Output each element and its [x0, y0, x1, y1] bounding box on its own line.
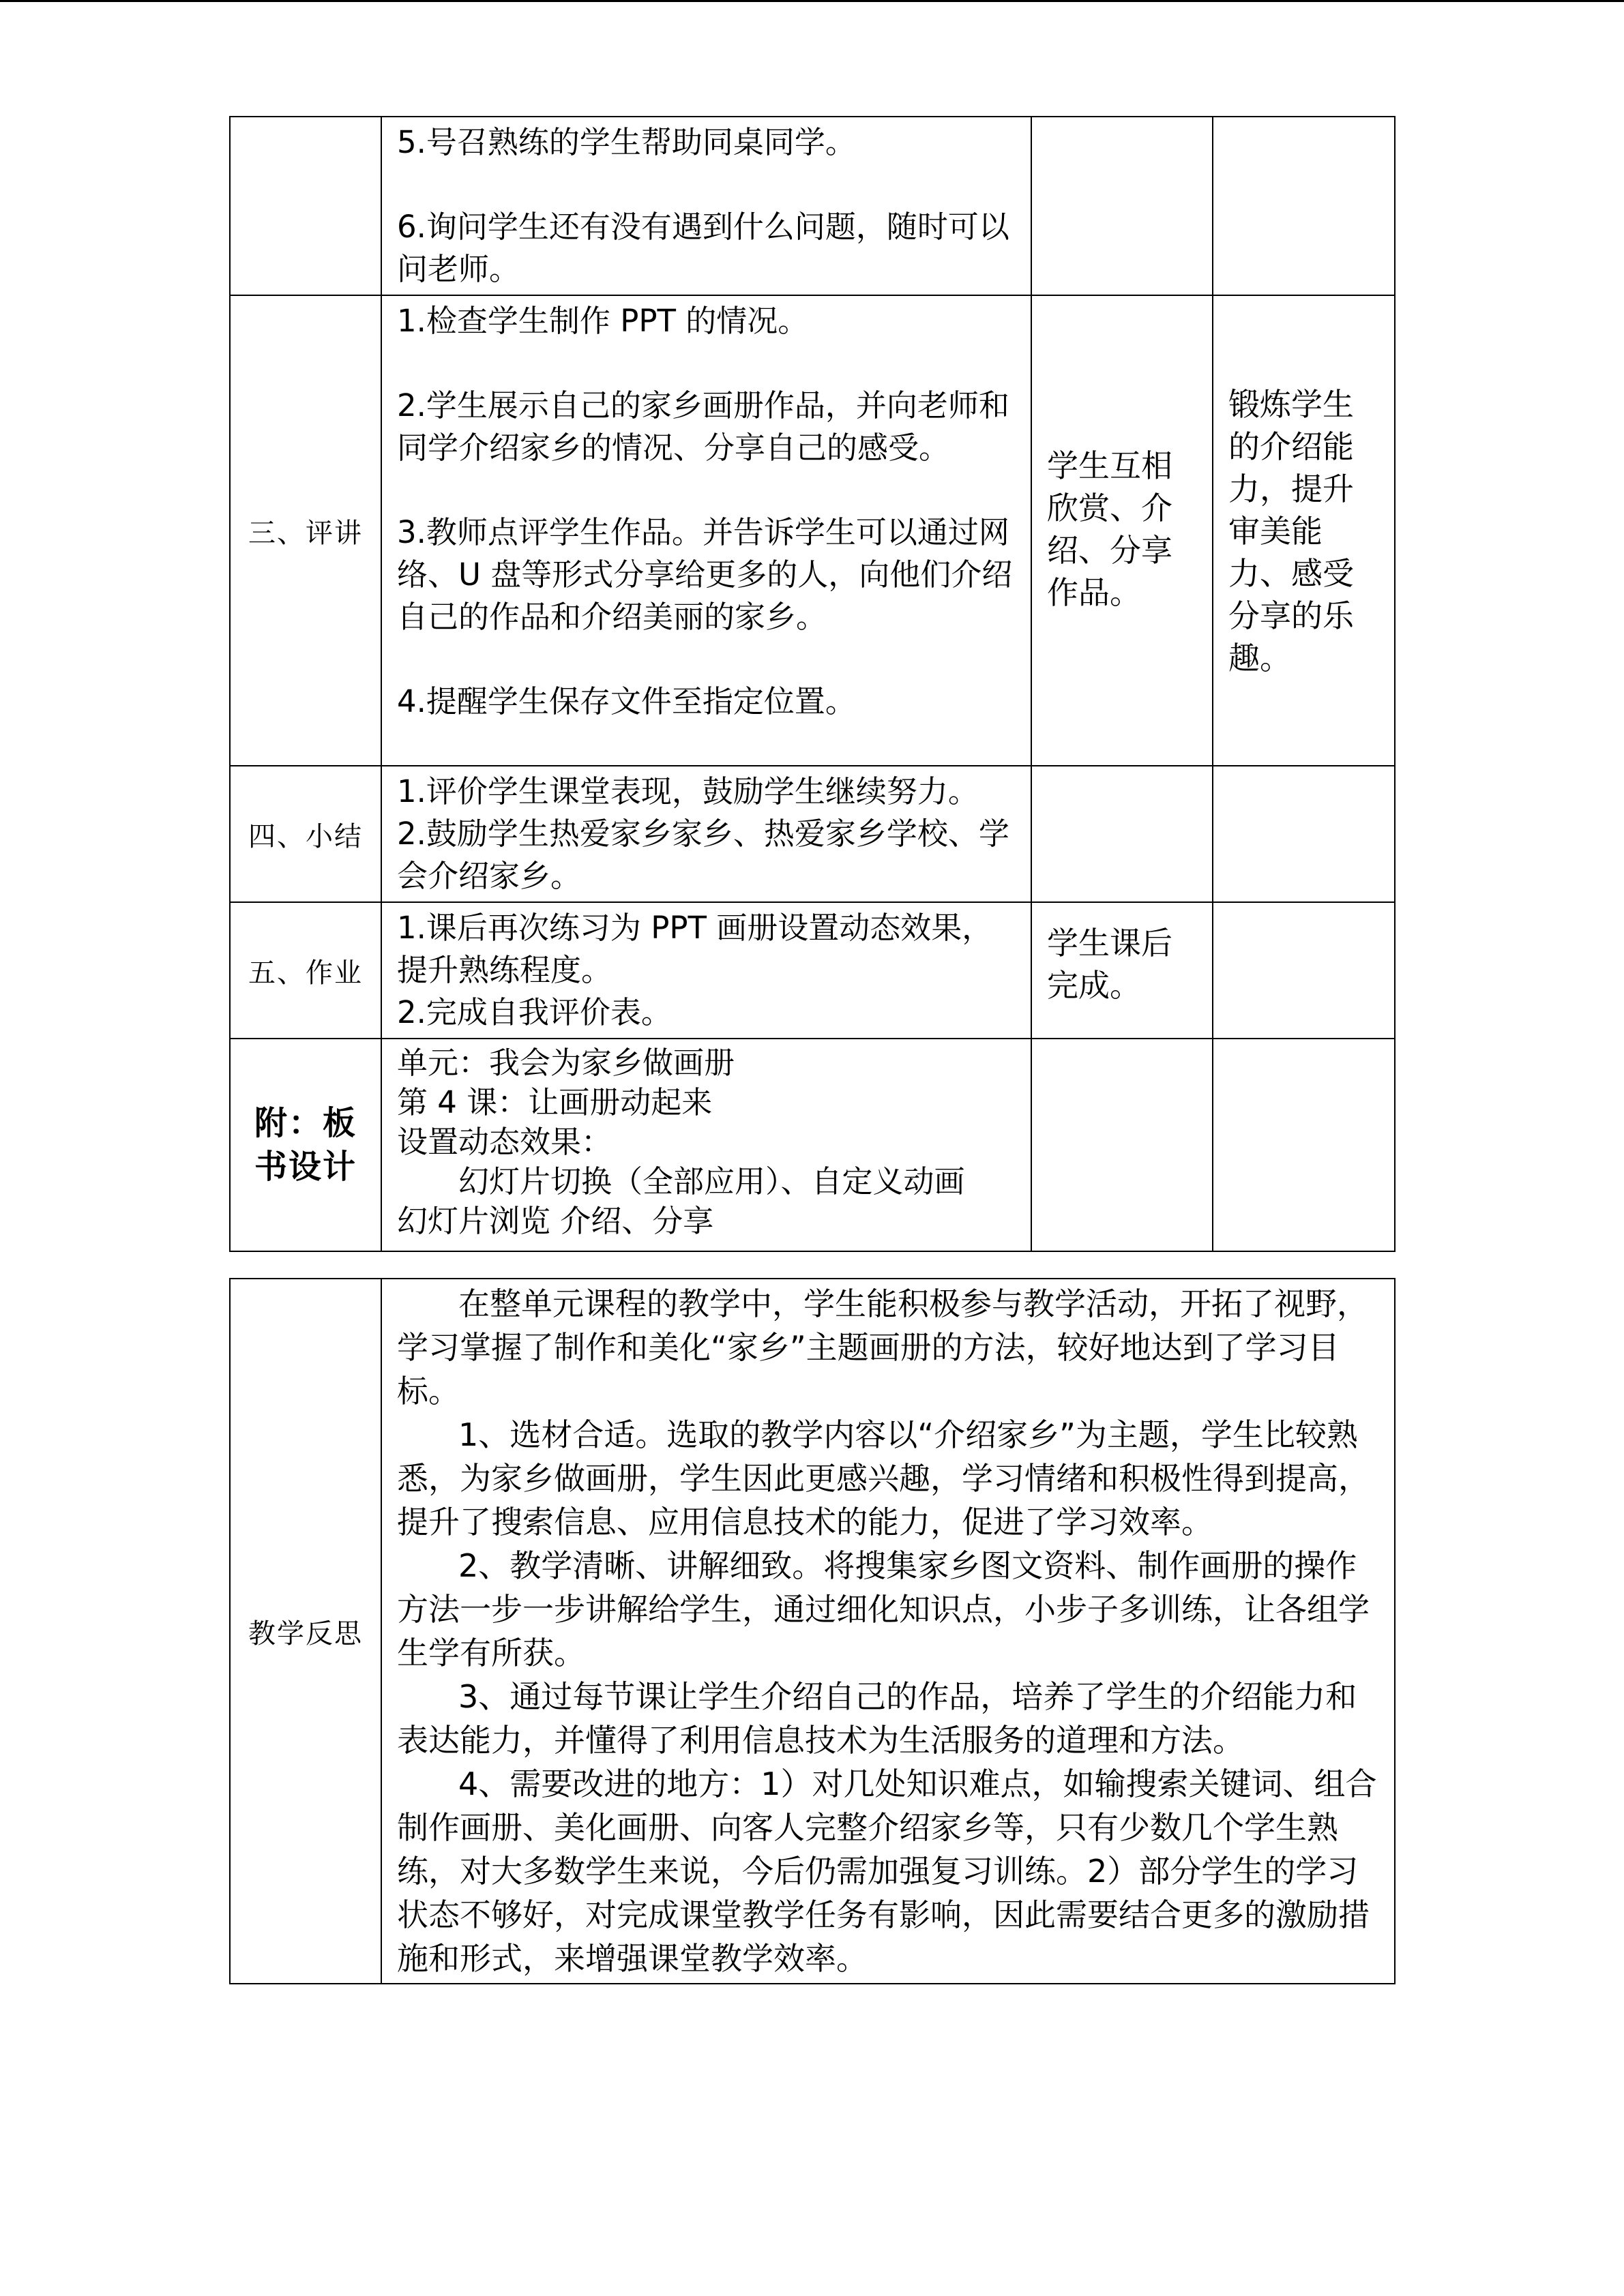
board-line: 单元：我会为家乡做画册: [397, 1045, 735, 1081]
activity-item: 6.询问学生还有没有遇到什么问题，随时可以问老师。: [397, 209, 1009, 287]
activity-item: 2.鼓励学生热爱家乡家乡、热爱家乡学校、学会介绍家乡。: [397, 816, 1009, 894]
activity-item: 4.提醒学生保存文件至指定位置。: [397, 683, 856, 719]
student-activity-text: 学生课后完成。: [1047, 925, 1172, 1004]
teaching-reflection-table: [229, 1278, 1396, 1984]
design-intent-cell: [1213, 902, 1395, 1039]
stage-cell-summary: 四、小结: [230, 766, 381, 902]
reflection-paragraph: 4、需要改进的地方：1）对几处知识难点，如输搜索关键词、组合制作画册、美化画册、向客人完整介绍家乡等，只有少数几个学生熟练，对大多数学生来说，今后仍需加强复习训练。2）部分学生的学习状态不够好，对完成课堂教学任务有影响，因此需要结合更多的激励措施和形式，来增强课堂教学效率。: [397, 1765, 1377, 1977]
design-intent-cell: [1213, 1039, 1395, 1251]
table-row-review: [230, 295, 1395, 766]
table-row-homework: [230, 902, 1395, 1039]
stage-cell: [230, 117, 381, 295]
stage-cell-homework: 五、作业: [230, 902, 381, 1039]
board-line: 幻灯片浏览 介绍、分享: [397, 1203, 714, 1239]
table-row-continue: [230, 117, 1395, 295]
activity-item: 2.学生展示自己的家乡画册作品，并向老师和同学介绍家乡的情况、分享自己的感受。: [397, 387, 1009, 466]
board-design-label-line: 附：板: [254, 1104, 357, 1142]
teacher-activity-cell: [381, 766, 1031, 902]
table-row-board-design: [230, 1039, 1395, 1251]
student-activity-text: 学生互相欣赏、介绍、分享作品。: [1047, 447, 1172, 611]
stage-cell-board-design: [230, 1039, 381, 1251]
student-activity-cell: [1031, 1039, 1213, 1251]
reflection-paragraph: 在整单元课程的教学中，学生能积极参与教学活动，开拓了视野，学习掌握了制作和美化“家乡”主题画册的方法，较好地达到了学习目标。: [397, 1285, 1368, 1410]
reflection-label: 教学反思: [230, 1279, 381, 1984]
design-intent-text: 锻炼学生的介绍能力，提升审美能力、感受分享的乐趣。: [1228, 386, 1354, 676]
board-line: 幻灯片切换（全部应用）、自定义动画: [458, 1163, 965, 1199]
board-line: 设置动态效果：: [397, 1124, 612, 1160]
board-design-cell: [381, 1039, 1031, 1251]
reflection-paragraph: 3、通过每节课让学生介绍自己的作品，培养了学生的介绍能力和表达能力，并懂得了利用信息技术为生活服务的道理和方法。: [397, 1678, 1357, 1759]
activity-item: 1.课后再次练习为 PPT 画册设置动态效果，提升熟练程度。: [397, 910, 993, 988]
board-design-label-line: 书设计: [254, 1148, 357, 1186]
stage-cell-review: 三、评讲: [230, 295, 381, 766]
design-intent-cell: [1213, 295, 1395, 766]
table-row-summary: [230, 766, 1395, 902]
student-activity-cell: [1031, 766, 1213, 902]
teacher-activity-cell: [381, 902, 1031, 1039]
activity-item: 5.号召熟练的学生帮助同桌同学。: [397, 124, 856, 160]
teacher-activity-cell: [381, 295, 1031, 766]
activity-item: 1.评价学生课堂表现，鼓励学生继续努力。: [397, 773, 979, 809]
lesson-plan-table: [229, 116, 1396, 1252]
activity-item: 1.检查学生制作 PPT 的情况。: [397, 303, 809, 339]
reflection-paragraph: 2、教学清晰、讲解细致。将搜集家乡图文资料、制作画册的操作方法一步一步讲解给学生，通过细化知识点，小步子多训练，让各组学生学有所获。: [397, 1547, 1370, 1671]
board-line: 第 4 课：让画册动起来: [397, 1084, 713, 1120]
design-intent-cell: [1213, 766, 1395, 902]
teacher-activity-cell: [381, 117, 1031, 295]
page-top-border: [0, 0, 1624, 2]
reflection-content-cell: [381, 1279, 1395, 1984]
activity-item: 3.教师点评学生作品。并告诉学生可以通过网络、U 盘等形式分享给更多的人，向他们介绍自己的作品和介绍美丽的家乡。: [397, 514, 1013, 635]
table-row-reflection: [230, 1279, 1395, 1984]
reflection-paragraph: 1、选材合适。选取的教学内容以“介绍家乡”为主题，学生比较熟悉，为家乡做画册，学生因此更感兴趣，学习情绪和积极性得到提高，提升了搜索信息、应用信息技术的能力，促进了学习效率。: [397, 1416, 1370, 1540]
student-activity-cell: [1031, 295, 1213, 766]
student-activity-cell: [1031, 902, 1213, 1039]
student-activity-cell: [1031, 117, 1213, 295]
design-intent-cell: [1213, 117, 1395, 295]
activity-item: 2.完成自我评价表。: [397, 994, 672, 1030]
